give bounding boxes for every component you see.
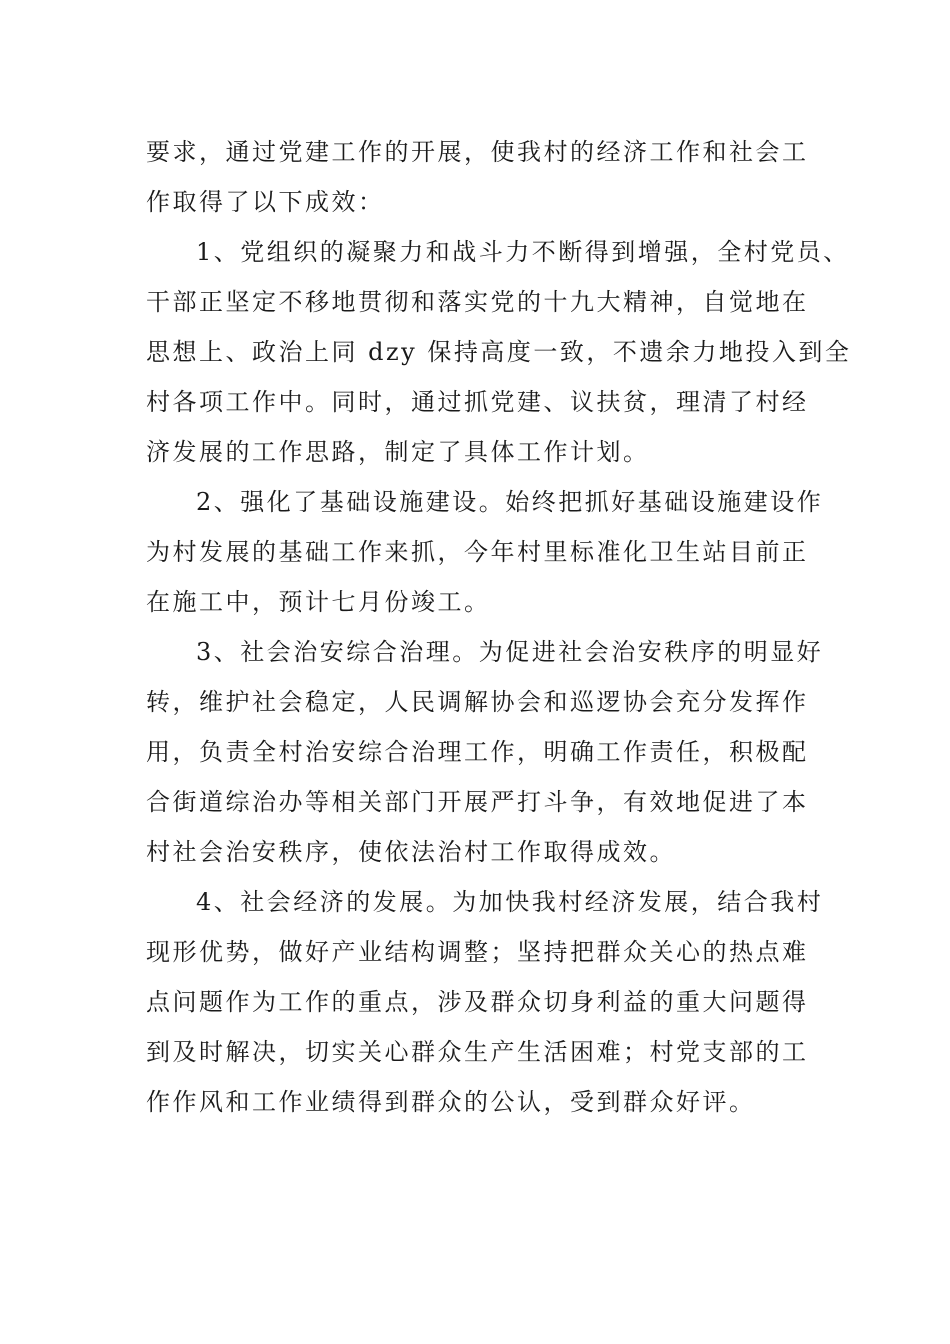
paragraph-item-2	[146, 477, 826, 627]
text-line: 点问题作为工作的重点，涉及群众切身利益的重大问题得	[146, 988, 809, 1016]
text-line: 干部正坚定不移地贯彻和落实党的十九大精神，自觉地在	[146, 288, 809, 316]
text-line: 合街道综治办等相关部门开展严打斗争，有效地促进了本	[146, 788, 809, 816]
paragraph-item-4	[146, 877, 826, 1127]
text-line: 2、强化了基础设施建设。始终把抓好基础设施建设作	[196, 488, 824, 516]
text-line: 村社会治安秩序，使依法治村工作取得成效。	[146, 838, 676, 866]
text-line: 4、社会经济的发展。为加快我村经济发展，结合我村	[196, 888, 824, 916]
text-line: 转，维护社会稳定，人民调解协会和巡逻协会充分发挥作	[146, 688, 809, 716]
text-line: 村各项工作中。同时，通过抓党建、议扶贫，理清了村经	[146, 388, 809, 416]
text-line: 为村发展的基础工作来抓，今年村里标准化卫生站目前正	[146, 538, 809, 566]
text-line: 现形优势，做好产业结构调整；坚持把群众关心的热点难	[146, 938, 809, 966]
paragraph-item-3	[146, 627, 826, 877]
paragraph-intro	[146, 127, 826, 227]
text-line: 到及时解决，切实关心群众生产生活困难；村党支部的工	[146, 1038, 809, 1066]
document-body	[146, 127, 852, 1127]
text-line: 要求，通过党建工作的开展，使我村的经济工作和社会工	[146, 138, 809, 166]
text-line: 用，负责全村治安综合治理工作，明确工作责任，积极配	[146, 738, 809, 766]
text-line: 3、社会治安综合治理。为促进社会治安秩序的明显好	[196, 638, 824, 666]
paragraph-item-1	[146, 227, 852, 477]
text-line: 作取得了以下成效：	[146, 188, 385, 216]
text-line: 1、党组织的凝聚力和战斗力不断得到增强，全村党员、	[196, 238, 850, 266]
text-line: 济发展的工作思路，制定了具体工作计划。	[146, 438, 650, 466]
text-line: 作作风和工作业绩得到群众的公认，受到群众好评。	[146, 1088, 756, 1116]
text-line: 在施工中，预计七月份竣工。	[146, 588, 491, 616]
text-line: 思想上、政治上同 dzy 保持高度一致，不遗余力地投入到全	[146, 338, 852, 366]
